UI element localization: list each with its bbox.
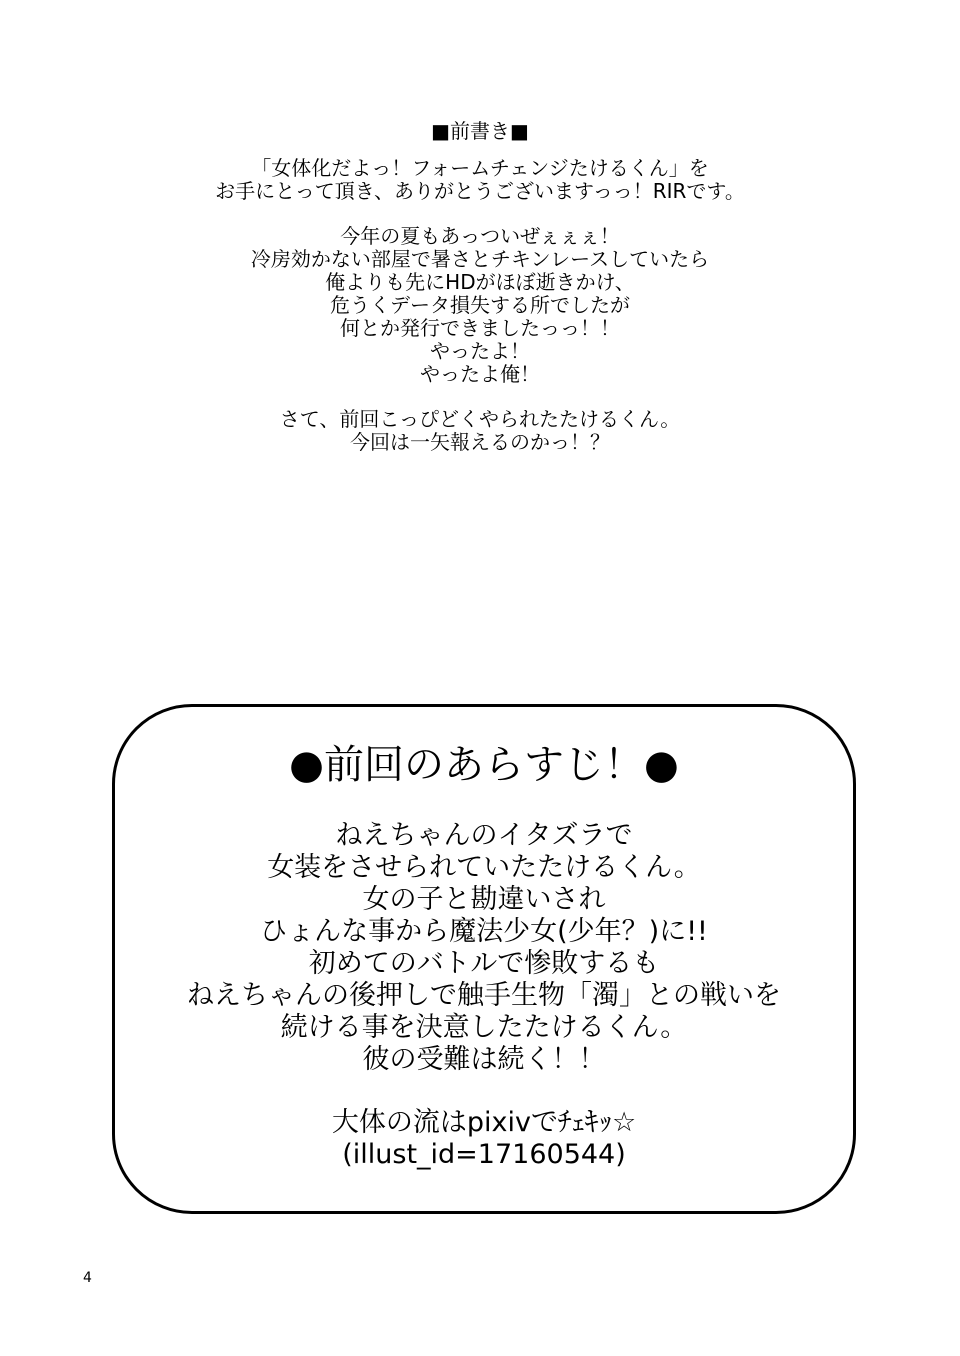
- foreword-line: 危うくデータ損失する所でしたが: [330, 293, 630, 317]
- foreword-line: やったよ！: [430, 339, 530, 363]
- foreword-line: 俺よりも先にHDがほぼ逝きかけ、: [325, 270, 635, 294]
- summary-footer: [115, 1107, 853, 1171]
- foreword-line: 冷房効かない部屋で暑さとチキンレースしていたら: [250, 247, 710, 271]
- foreword-paragraph-1: [0, 157, 960, 203]
- foreword-paragraph-2: [0, 225, 960, 386]
- summary-line: 続ける事を決意したたけるくん。: [280, 1012, 688, 1043]
- foreword-paragraph-3: [0, 408, 960, 454]
- foreword: [0, 120, 960, 476]
- illust-id: (illust_id=17160544): [342, 1139, 626, 1170]
- summary-line: 女装をさせられていたたけるくん。: [267, 852, 701, 883]
- summary-line: 彼の受難は続く！！: [362, 1044, 606, 1075]
- foreword-line: 「女体化だよっ！フォームチェンジたけるくん」を: [251, 156, 709, 180]
- page-number: 4: [83, 1270, 92, 1286]
- foreword-line: お手にとって頂き、ありがとうございますっっ！RIRです。: [215, 179, 745, 203]
- summary-line: 女の子と勘違いされ: [362, 884, 606, 915]
- foreword-line: 何とか発行できましたっっ！！: [340, 316, 620, 340]
- summary-line: ねえちゃんの後押しで触手生物「濁」との戦いを: [187, 980, 781, 1011]
- summary-line: ねえちゃんのイタズラで: [335, 820, 633, 851]
- foreword-heading: ■前書き■: [431, 119, 529, 143]
- foreword-line: 今回は一矢報えるのかっ！？: [350, 430, 610, 454]
- summary-box: [112, 704, 856, 1214]
- summary-body: [115, 820, 853, 1076]
- summary-line: 初めてのバトルで惨敗するも: [308, 948, 660, 979]
- pixiv-note: 大体の流はpixivでﾁｪｷｯ☆: [331, 1107, 637, 1138]
- foreword-line: 今年の夏もあっついぜぇぇぇ！: [340, 224, 620, 248]
- foreword-line: さて、前回こっぴどくやられたたけるくん。: [279, 407, 681, 431]
- summary-line: ひょんな事から魔法少女(少年？)に!!: [260, 916, 708, 947]
- foreword-line: やったよ俺！: [420, 362, 540, 386]
- summary-title: ●前回のあらすじ！●: [289, 742, 679, 788]
